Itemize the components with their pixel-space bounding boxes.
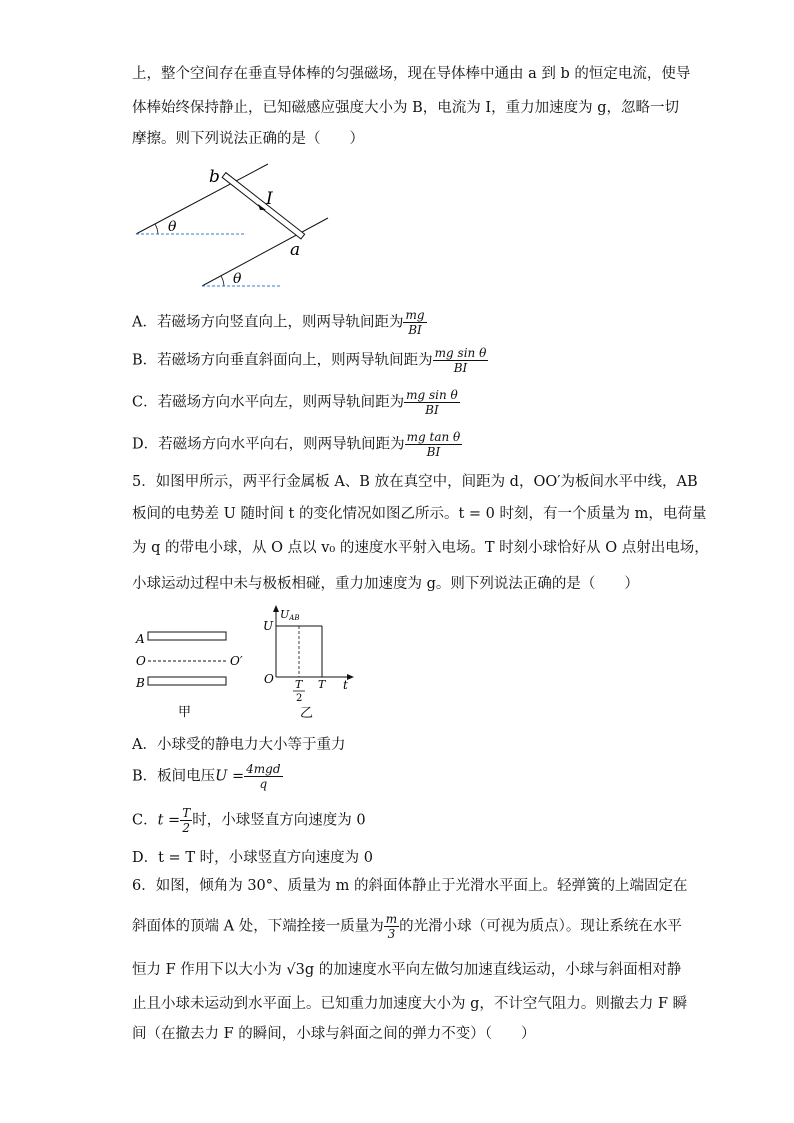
q4-option-c: C．若磁场方向水平向左，则两导轨间距为 $\frac{\text{mg sin θ}}{BI}$ xyxy=(132,388,458,417)
tick-T: T xyxy=(318,678,326,691)
tick-half-den: 2 xyxy=(296,693,303,704)
label-I: I xyxy=(266,189,273,209)
label-B: B xyxy=(136,676,145,690)
label-a: a xyxy=(290,240,301,260)
label-theta-lower: θ xyxy=(233,271,242,287)
q5-line-4: 小球运动过程中未与极板相碰，重力加速度为 g。则下列说法正确的是（ ） xyxy=(132,576,639,592)
intro-line-2: 体棒始终保持静止，已知磁感应强度大小为 B，电流为 I，重力加速度为 g，忽略一切 xyxy=(132,100,679,116)
conductor-rod xyxy=(222,173,304,239)
angle-arc-upper xyxy=(155,224,158,234)
axis-y-arrow-icon xyxy=(273,605,279,612)
incline-rails-figure xyxy=(130,158,340,293)
label-theta-upper: θ xyxy=(168,219,177,235)
q4-option-d: D．若磁场方向水平向右，则两导轨间距为 $\frac{\text{mg tan θ}}{BI}$ xyxy=(132,430,461,459)
label-O-prime: O′ xyxy=(230,654,243,668)
tick-U: U xyxy=(263,619,274,633)
q4-option-a: A．若磁场方向竖直向上，则两导轨间距为 $\frac{mg}{BI}$ xyxy=(132,308,425,337)
caption-jia: 甲 xyxy=(178,705,192,720)
q5-option-b: B．板间电压U = $\frac{\text{4mgd}}{q}$ xyxy=(132,762,281,791)
q6-line-4: 止且小球未运动到水平面上。已知重力加速度大小为 g，不计空气阻力。则撤去力 F 瞬 xyxy=(132,996,688,1012)
plate-B xyxy=(148,677,226,685)
origin-O: O xyxy=(264,672,274,686)
plates-and-voltage-figure xyxy=(130,603,370,721)
rail-upper xyxy=(136,164,268,234)
q5-line-2: 板间的电势差 U 随时间 t 的变化情况如图乙所示。t = 0 时刻，有一个质量为 m，电荷量 xyxy=(132,506,707,522)
label-b: b xyxy=(209,167,220,187)
rail-lower xyxy=(202,218,328,286)
axis-x-label: t xyxy=(343,678,348,692)
q6-line-5: 间（在撤去力 F 的瞬间，小球与斜面之间的弹力不变）（ ） xyxy=(132,1026,536,1042)
q5-option-d: D．t = T 时，小球竖直方向速度为 0 xyxy=(132,850,373,866)
axis-x-arrow-icon xyxy=(347,674,354,680)
caption-yi: 乙 xyxy=(300,706,314,721)
tick-half-num: T xyxy=(295,678,303,691)
q5-line-1: 5．如图甲所示，两平行金属板 A、B 放在真空中，间距为 d，OO′为板间水平中线，AB xyxy=(132,474,698,490)
axis-y-label: UAB xyxy=(280,608,300,622)
label-A: A xyxy=(136,632,145,646)
q5-option-a: A．小球受的静电力大小等于重力 xyxy=(132,737,346,753)
q6-line-2: 斜面体的顶端 A 处，下端拴接一质量为 $\frac{m}{3}$ 的光滑小球（可视为质点）。现让系统在水平 xyxy=(132,912,682,941)
q6-line-3: 恒力 F 作用下以大小为 √3g 的加速度水平向左做匀加速直线运动，小球与斜面相对静 xyxy=(132,962,682,978)
q5-option-c: C．t = $\frac{T}{2}$ 时，小球竖直方向速度为 0 xyxy=(132,806,366,835)
q6-line-1: 6．如图，倾角为 30°、质量为 m 的斜面体静止于光滑水平面上。轻弹簧的上端固定在 xyxy=(132,878,688,894)
label-O: O xyxy=(136,654,146,668)
intro-line-3: 摩擦。则下列说法正确的是（ ） xyxy=(132,131,364,147)
angle-arc-lower xyxy=(221,276,224,286)
q5-line-3: 为 q 的带电小球，从 O 点以 v₀ 的速度水平射入电场。T 时刻小球恰好从 O 点射出电场， xyxy=(132,540,709,556)
plate-A xyxy=(148,632,226,640)
intro-line-1: 上，整个空间存在垂直导体棒的匀强磁场，现在导体棒中通由 a 到 b 的恒定电流，使导 xyxy=(132,66,691,82)
q4-option-b: B．若磁场方向垂直斜面向上，则两导轨间距为 $\frac{\text{mg sin θ}}{BI}$ xyxy=(132,346,487,375)
